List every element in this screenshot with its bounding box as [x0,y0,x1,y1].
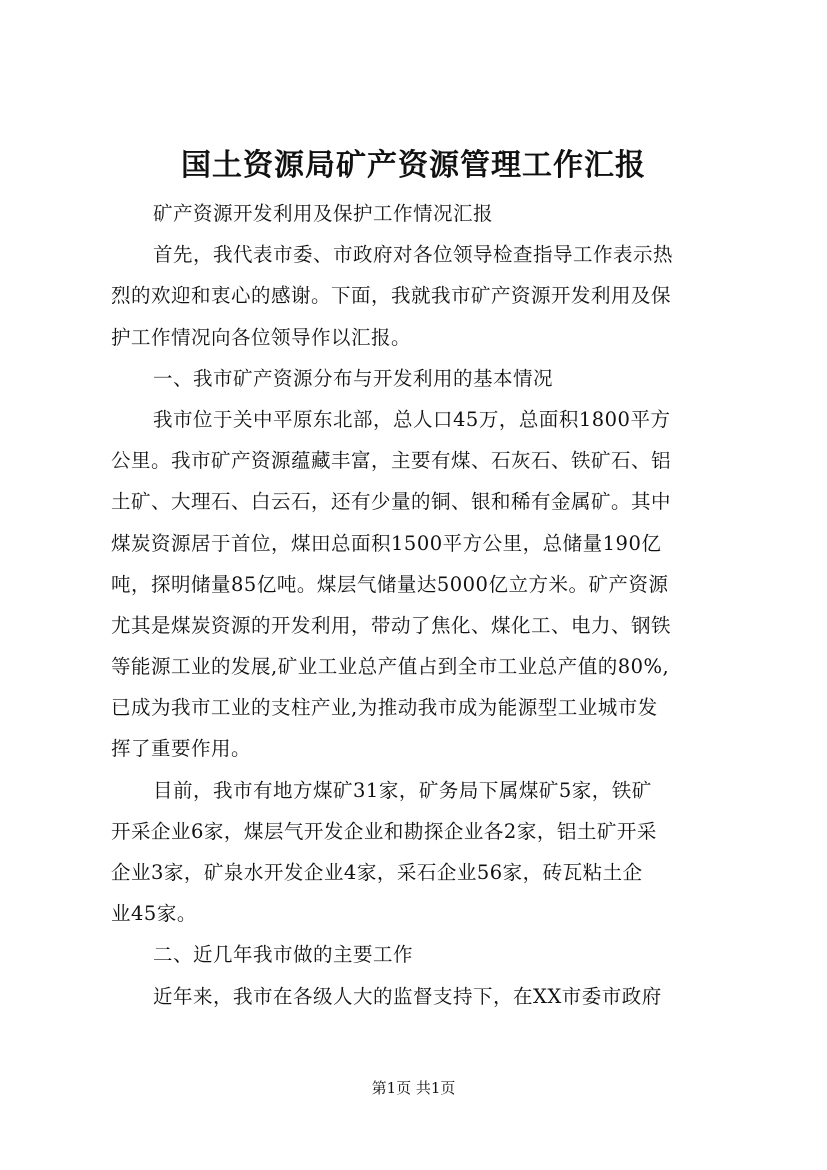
text-line: 我市位于关中平原东北部，总人口45万，总面积1800平方 [153,407,671,431]
document-body [111,193,721,1017]
text-line: 公里。我市矿产资源蕴藏丰富，主要有煤、石灰石、铁矿石、铝 [111,449,672,473]
text-line: 业45家。 [111,902,197,926]
document-title: 国土资源局矿产资源管理工作汇报 [181,148,646,183]
text-line: 煤炭资源居于首位，煤田总面积1500平方公里，总储量190亿 [111,531,662,555]
text-line: 目前，我市有地方煤矿31家，矿务局下属煤矿5家，铁矿 [153,778,652,802]
text-line: 已成为我市工业的支柱产业,为推动我市成为能源型工业城市发 [111,696,658,720]
section-heading: 二、近几年我市做的主要工作 [153,943,414,967]
text-line: 首先，我代表市委、市政府对各位领导检查指导工作表示热 [153,243,674,267]
text-line: 企业3家，矿泉水开发企业4家，采石企业56家，砖瓦粘土企 [111,861,643,884]
text-line: 开采企业6家，煤层气开发企业和勘探企业各2家，铝土矿开采 [111,819,657,843]
section-heading: 一、我市矿产资源分布与开发利用的基本情况 [153,366,554,390]
text-line: 矿产资源开发利用及保护工作情况汇报 [153,202,494,225]
text-line: 土矿、大理石、白云石，还有少量的铜、银和稀有金属矿。其中 [111,490,672,514]
text-line: 尤其是煤炭资源的开发利用，带动了焦化、煤化工、电力、钢铁 [111,613,672,637]
text-line: 挥了重要作用。 [111,737,252,761]
page-footer: 第1页 共1页 [371,1079,456,1097]
text-line: 护工作情况向各位领导作以汇报。 [111,325,412,349]
text-line: 近年来，我市在各级人大的监督支持下，在XX市委市政府 [153,984,662,1008]
text-line: 吨，探明储量85亿吨。煤层气储量达5000亿立方米。矿产资源 [111,572,669,596]
text-line: 等能源工业的发展,矿业工业总产值占到全市工业总产值的80%, [111,655,670,679]
text-line: 烈的欢迎和衷心的感谢。下面，我就我市矿产资源开发利用及保 [111,284,672,308]
